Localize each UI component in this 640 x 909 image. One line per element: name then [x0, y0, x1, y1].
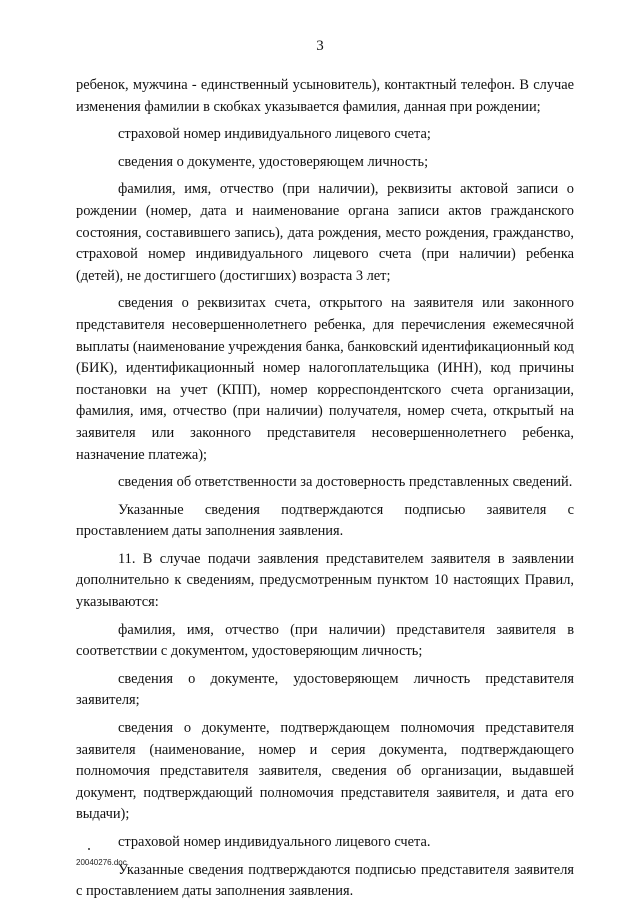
- paragraph: сведения о реквизитах счета, открытого на заявителя или законного представителя несовершеннолетнего ребенка, для перечисления ежемесячной выплаты (наименование учреждения банка, банковский идентификационный код (БИК), идентификационный номер налогоплательщика (ИНН), код причины постановки на учет (КПП), номер корреспондентского счета организации, фамилия, имя, отчество (при наличии) получателя, номер счета, открытый на заявителя или законного представителя несовершеннолетнего ребенка, назначение платежа);: [76, 295, 574, 463]
- paragraph: страховой номер индивидуального лицевого счета.: [118, 834, 431, 850]
- paragraph: 11. В случае подачи заявления представителем заявителя в заявлении дополнительно к сведениям, предусмотренным пунктом 10 настоящих Правил, указываются:: [76, 550, 574, 611]
- file-reference: 20040276.doc: [76, 858, 127, 867]
- paragraph: страховой номер индивидуального лицевого счета;: [118, 126, 431, 143]
- stray-mark: [88, 848, 90, 850]
- paragraph: сведения об ответственности за достоверность представленных сведений.: [118, 474, 573, 491]
- paragraph: сведения о документе, удостоверяющем личность представителя заявителя;: [76, 670, 574, 709]
- paragraph: Указанные сведения подтверждаются подписью представителя заявителя с проставлением даты заполнения заявления.: [76, 861, 574, 900]
- page-number: 3: [316, 38, 324, 54]
- paragraph: фамилия, имя, отчество (при наличии), реквизиты актовой записи о рождении (номер, дата и наименование органа записи актов гражданского состояния, составившего запись), дата рождения, место рождения, гражданство, страховой номер индивидуального лицевого счета (при наличии) ребенка (детей), не достигшего (достигших) возраста 3 лет;: [76, 181, 574, 284]
- paragraph: фамилия, имя, отчество (при наличии) представителя заявителя в соответствии с документом, удостоверяющим личность;: [76, 621, 574, 660]
- paragraph: ребенок, мужчина - единственный усыновитель), контактный телефон. В случае изменения фамилии в скобках указывается фамилия, данная при рождении;: [76, 77, 574, 115]
- document-body: [76, 75, 574, 909]
- paragraph: Указанные сведения подтверждаются подписью заявителя с проставлением даты заполнения заявления.: [76, 501, 574, 540]
- paragraph: сведения о документе, подтверждающем полномочия представителя заявителя (наименование, номер и серия документа, подтверждающего полномочия представителя заявителя, сведения об организации, выдавшей документ, подтверждающий полномочия представителя заявителя, и дата его выдачи);: [76, 720, 574, 823]
- paragraph: сведения о документе, удостоверяющем личность;: [118, 153, 429, 170]
